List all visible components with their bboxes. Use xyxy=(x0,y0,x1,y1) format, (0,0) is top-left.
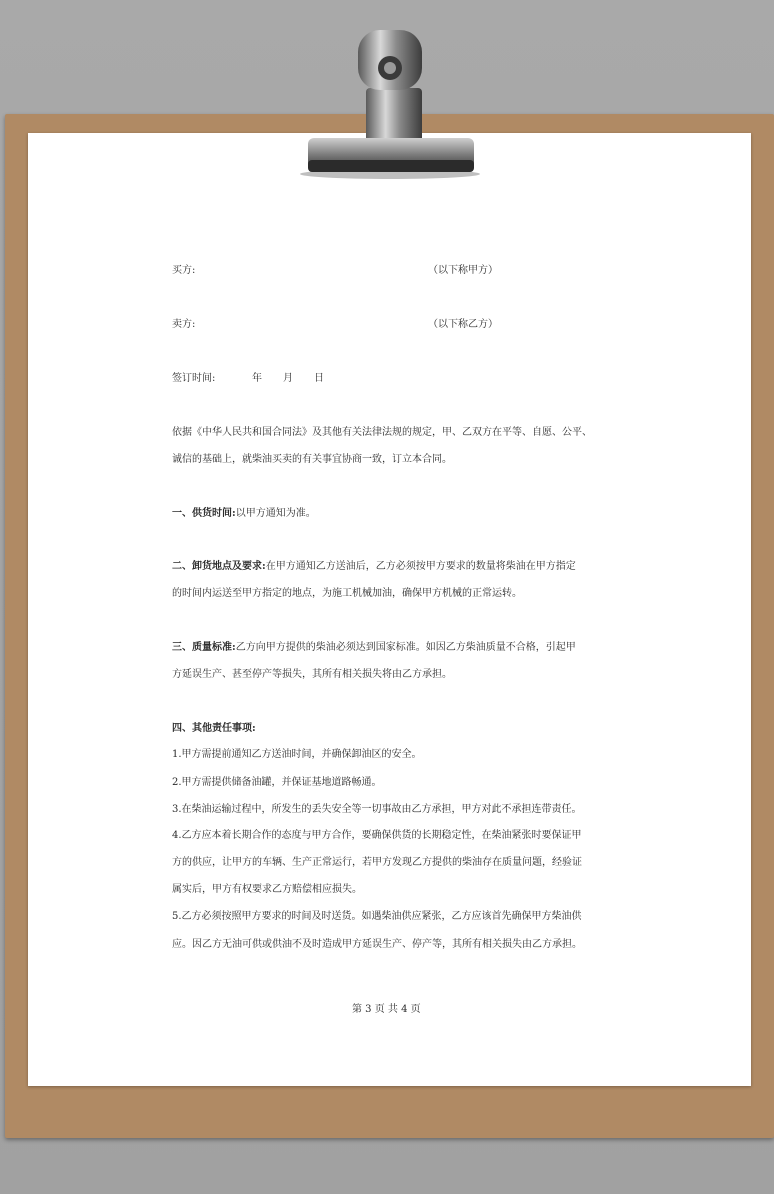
section-1 xyxy=(172,507,316,521)
year-label: 年 xyxy=(252,373,262,384)
section-3-line-1 xyxy=(172,641,576,655)
section-3-line-2: 方延误生产、甚至停产等损失，其所有相关损失将由乙方承担。 xyxy=(172,669,452,680)
section-4-heading-text: 四、其他责任事项: xyxy=(172,723,256,734)
section-4-item-1: 1.甲方需提前通知乙方送油时间，并确保卸油区的安全。 xyxy=(172,749,422,760)
section-2-text-1: 在甲方通知乙方送油后，乙方必须按甲方要求的数量将柴油在甲方指定 xyxy=(265,561,576,572)
section-4-item-3: 3.在柴油运输过程中，所发生的丢失安全等一切事故由乙方承担，甲方对此不承担连带责任。 xyxy=(172,804,582,815)
binder-clip-icon xyxy=(0,0,774,180)
section-4-item-5-line-2: 应。因乙方无油可供或供油不及时造成甲方延误生产、停产等，其所有相关损失由乙方承担。 xyxy=(172,939,582,950)
section-4-item-2: 2.甲方需提供储备油罐，并保证基地道路畅通。 xyxy=(172,777,382,788)
section-3-text-1: 乙方向甲方提供的柴油必须达到国家标准。如因乙方柴油质量不合格，引起甲 xyxy=(235,642,576,653)
intro-line-2: 诚信的基础上，就柴油买卖的有关事宜协商一致，订立本合同。 xyxy=(172,454,452,465)
buyer-suffix: （以下称甲方） xyxy=(428,265,498,276)
page-number-footer: 第 3 页 共 4 页 xyxy=(352,1004,421,1015)
section-4-item-4-line-1: 4.乙方应本着长期合作的态度与甲方合作，要确保供货的长期稳定性，在柴油紧张时要保证甲 xyxy=(172,830,582,841)
section-4-item-4-line-3: 属实后，甲方有权要求乙方赔偿相应损失。 xyxy=(172,884,362,895)
section-4-heading xyxy=(172,722,256,736)
seller-suffix: （以下称乙方） xyxy=(428,319,498,330)
section-2-line-2: 的时间内运送至甲方指定的地点，为施工机械加油，确保甲方机械的正常运转。 xyxy=(172,588,522,599)
sign-date-label: 签订时间: xyxy=(172,373,216,384)
section-2-heading: 二、卸货地点及要求: xyxy=(172,561,266,572)
intro-line-1: 依据《中华人民共和国合同法》及其他有关法律法规的规定，甲、乙双方在平等、自愿、公平、 xyxy=(172,427,592,438)
section-1-text: 以甲方通知为准。 xyxy=(235,508,316,519)
section-1-heading: 一、供货时间: xyxy=(172,508,236,519)
seller-label: 卖方: xyxy=(172,319,196,330)
section-4-item-4-line-2: 方的供应，让甲方的车辆、生产正常运行，若甲方发现乙方提供的柴油存在质量问题，经验证 xyxy=(172,857,582,868)
day-label: 日 xyxy=(314,373,324,384)
section-3-heading: 三、质量标准: xyxy=(172,642,236,653)
section-4-item-5-line-1: 5.乙方必须按照甲方要求的时间及时送货。如遇柴油供应紧张，乙方应该首先确保甲方柴油供 xyxy=(172,911,582,922)
month-label: 月 xyxy=(283,373,293,384)
section-2-line-1 xyxy=(172,560,576,574)
buyer-label: 买方: xyxy=(172,265,196,276)
